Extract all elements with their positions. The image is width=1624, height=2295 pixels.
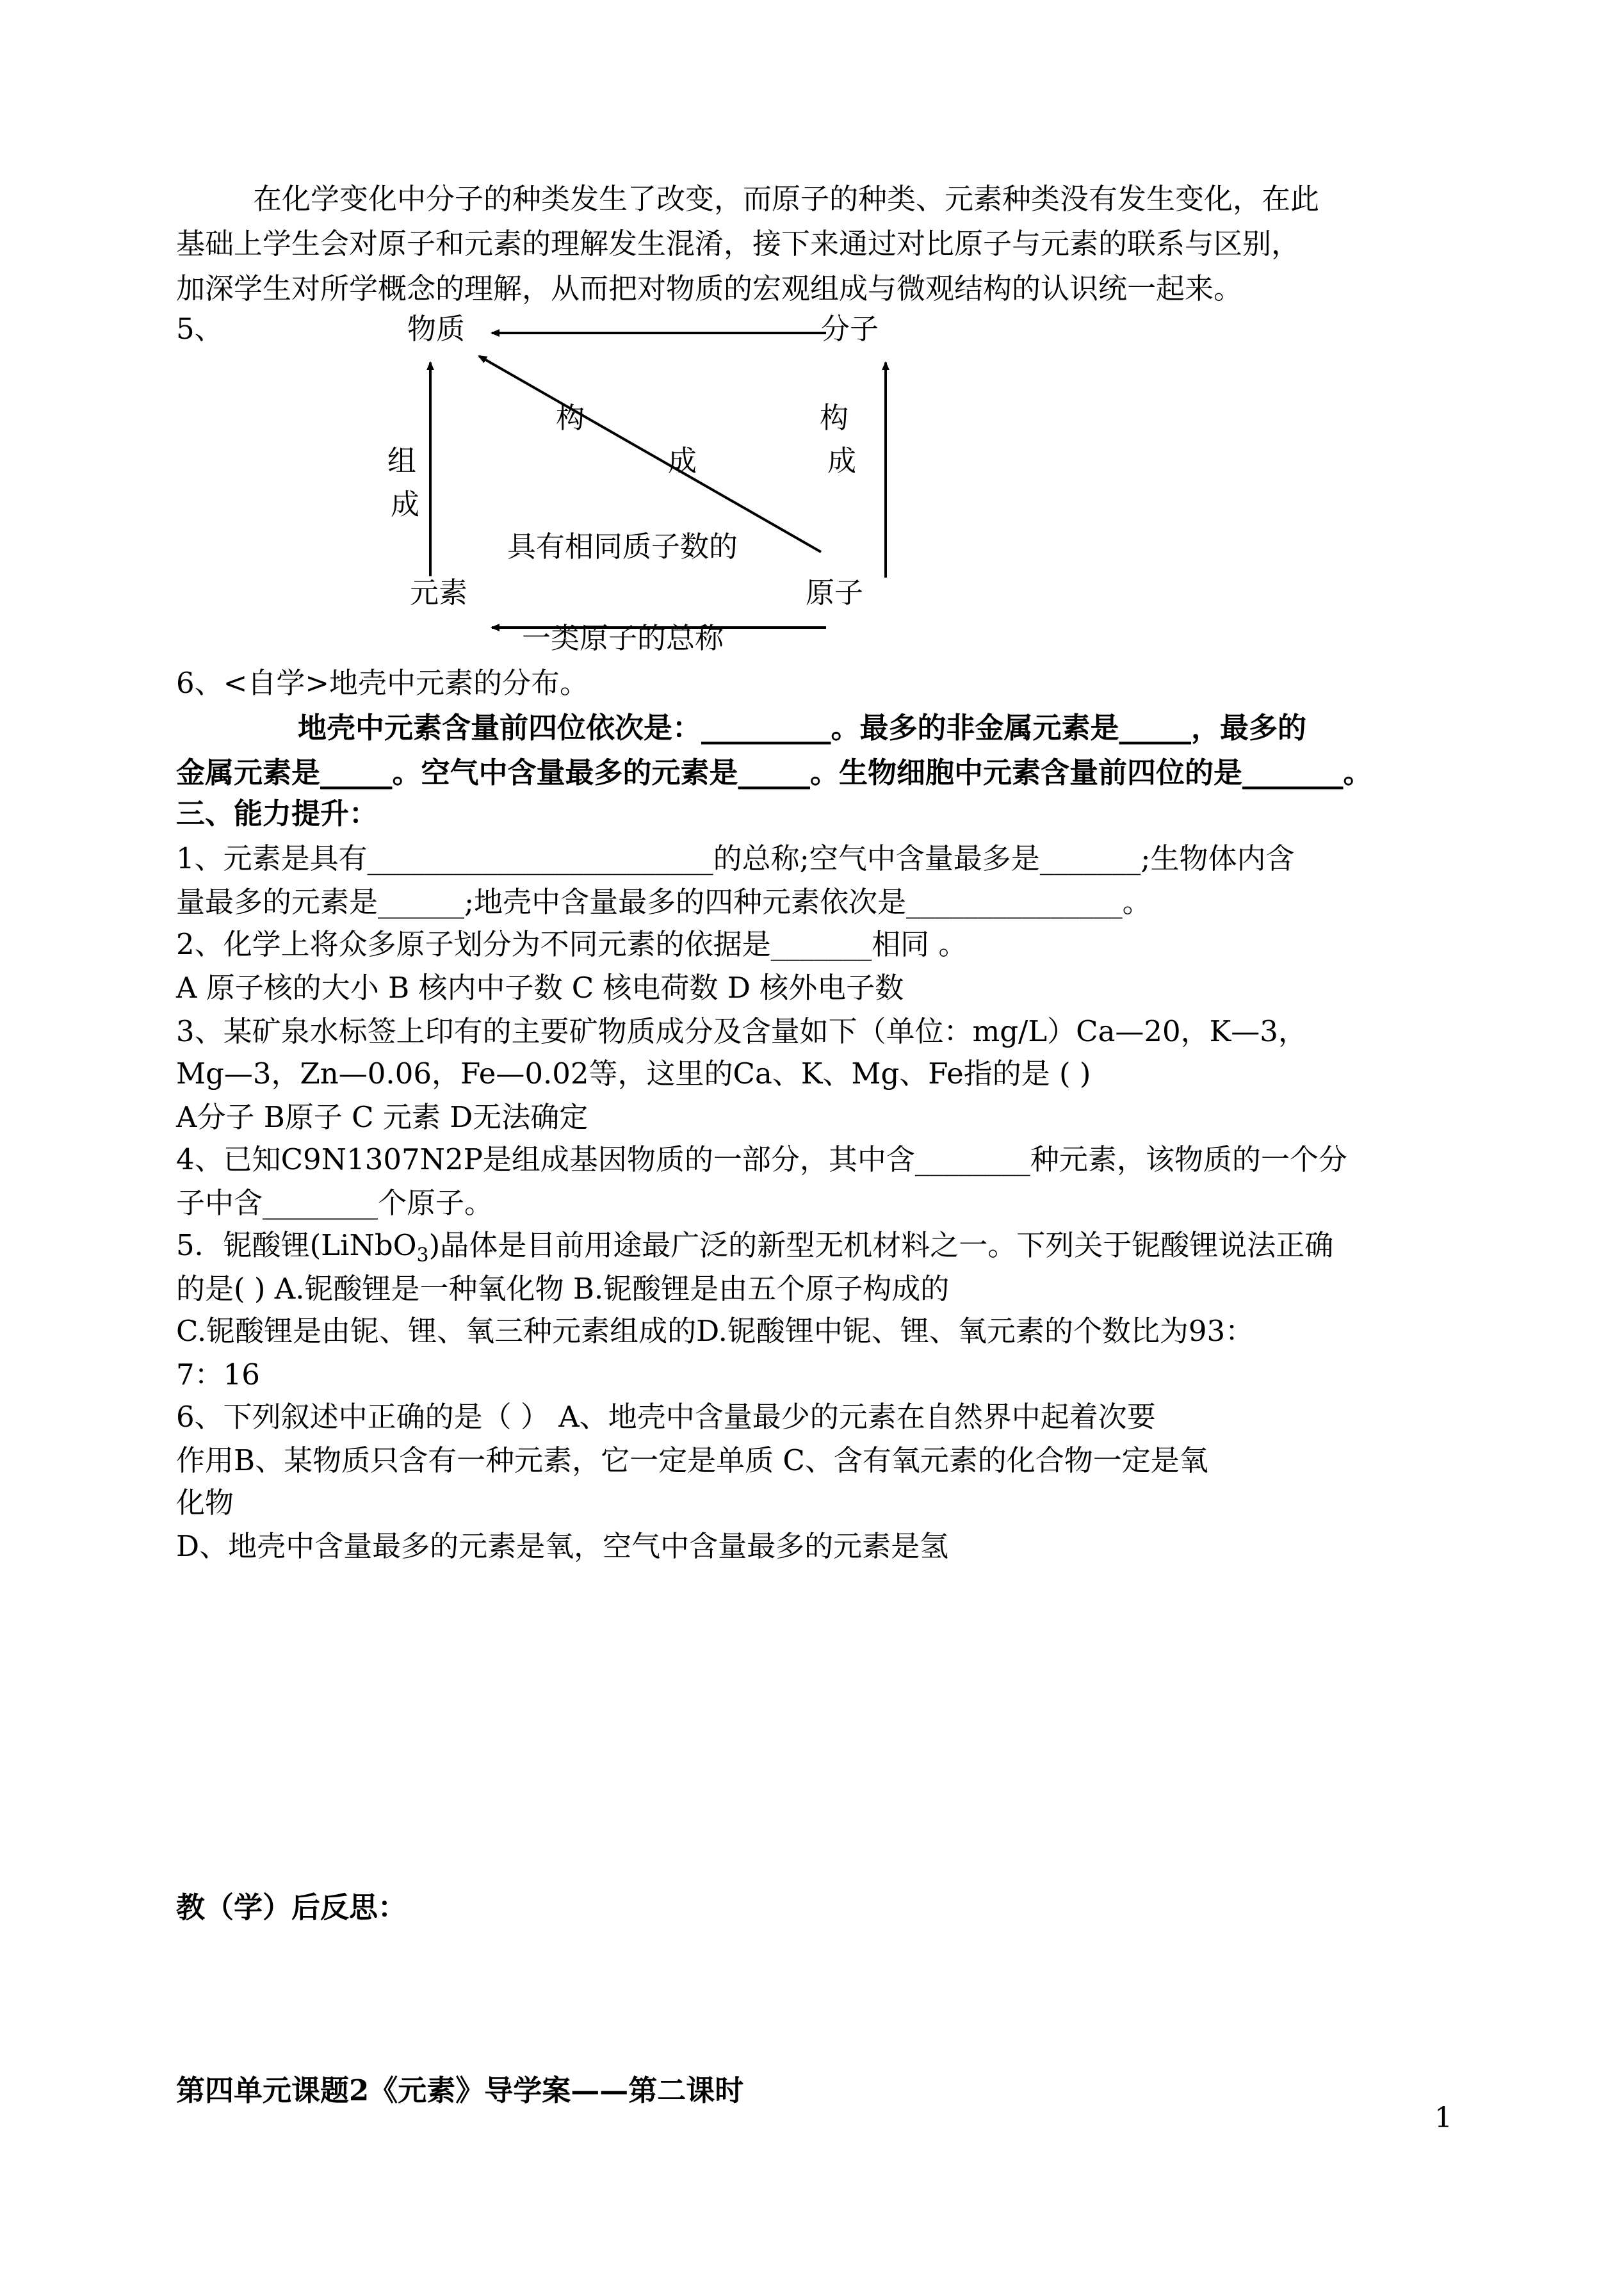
q3-options: A分子 B原子 C 元素 D无法确定 [176,1100,589,1134]
q6-line-3: 化物 [176,1486,234,1520]
q2-options: A 原子核的大小 B 核内中子数 C 核电荷数 D 核外电子数 [176,971,904,1005]
diag-label-gou: 构 [556,401,585,435]
node-matter: 物质 [407,312,466,346]
q1-line-2: 量最多的元素是______;地壳中含量最多的四种元素依次是_______________。 [176,885,1151,919]
q3-line-1: 3、某矿泉水标签上印有的主要矿物质成分及含量如下（单位：mg/L）Ca—20，K—3， [176,1014,1307,1048]
reflection-title: 教（学）后反思： [176,1890,407,1924]
section6-line-1: 地壳中元素含量前四位依次是：_________。最多的非金属元素是_____，最多的 [298,711,1307,745]
page-number: 1 [1434,2102,1452,2134]
next-lesson-title: 第四单元课题2《元素》导学案——第二课时 [176,2073,744,2107]
left-label-zu: 组 [387,444,417,478]
q3-line-2: Mg—3，Zn—0.06，Fe—0.02等，这里的Ca、K、Mg、Fe指的是 ( ) [176,1057,1091,1091]
left-label-cheng: 成 [391,487,420,521]
bottom-label-2: 一类原子的总称 [522,621,724,655]
section3-title: 三、能力提升： [176,797,378,831]
q6-line-2: 作用B、某物质只含有一种元素，它一定是单质 C、含有氧元素的化合物一定是氧 [176,1443,1208,1477]
q5-line-1: 5．铌酸锂(LiNbO$_3$)晶体是目前用途最广泛的新型无机材料之一。下列关于铌酸锂说法正确 [176,1228,1334,1267]
right-label-gou: 构 [820,401,849,435]
arrow-atom-to-matter [479,356,821,552]
q6-line-4: D、地壳中含量最多的元素是氧，空气中含量最多的元素是氢 [176,1529,949,1563]
intro-line-2: 基础上学生会对原子和元素的理解发生混淆，接下来通过对比原子与元素的联系与区别， [176,227,1301,261]
q5-line-3: C.铌酸锂是由铌、锂、氧三种元素组成的D.铌酸锂中铌、锂、氧元素的个数比为93： [176,1314,1255,1348]
node-molecule: 分子 [821,312,879,346]
q1-line-1: 1、元素是具有________________________的总称;空气中含量最多是_______;生物体内含 [176,841,1295,875]
q5-line-2: 的是( ) A.铌酸锂是一种氧化物 B.铌酸锂是由五个原子构成的 [176,1272,950,1306]
section6-title: 6、<自学>地壳中元素的分布。 [176,666,589,700]
q6-line-1: 6、下列叙述中正确的是（ ） A、地壳中含量最少的元素在自然界中起着次要 [176,1400,1156,1434]
right-label-cheng: 成 [827,444,857,478]
intro-line-1: 在化学变化中分子的种类发生了改变，而原子的种类、元素种类没有发生变化，在此 [253,182,1320,216]
node-atom: 原子 [806,576,864,610]
intro-line-3: 加深学生对所学概念的理解，从而把对物质的宏观组成与微观结构的认识统一起来。 [176,272,1243,305]
diag-label-cheng: 成 [668,444,697,478]
q4-line-1: 4、已知C9N1307N2P是组成基因物质的一部分，其中含________种元素，该物质的一个分 [176,1142,1347,1176]
q4-line-2: 子中含________个原子。 [176,1186,494,1220]
diagram-number: 5、 [176,312,223,346]
node-element: 元素 [410,576,468,610]
section6-line-2: 金属元素是_____。空气中含量最多的元素是_____。生物细胞中元素含量前四位的是_______。 [176,756,1372,790]
q2-line: 2、化学上将众多原子划分为不同元素的依据是_______相同 。 [176,927,968,961]
bottom-label-1: 具有相同质子数的 [507,530,738,564]
q5-line-4: 7：16 [176,1358,260,1391]
